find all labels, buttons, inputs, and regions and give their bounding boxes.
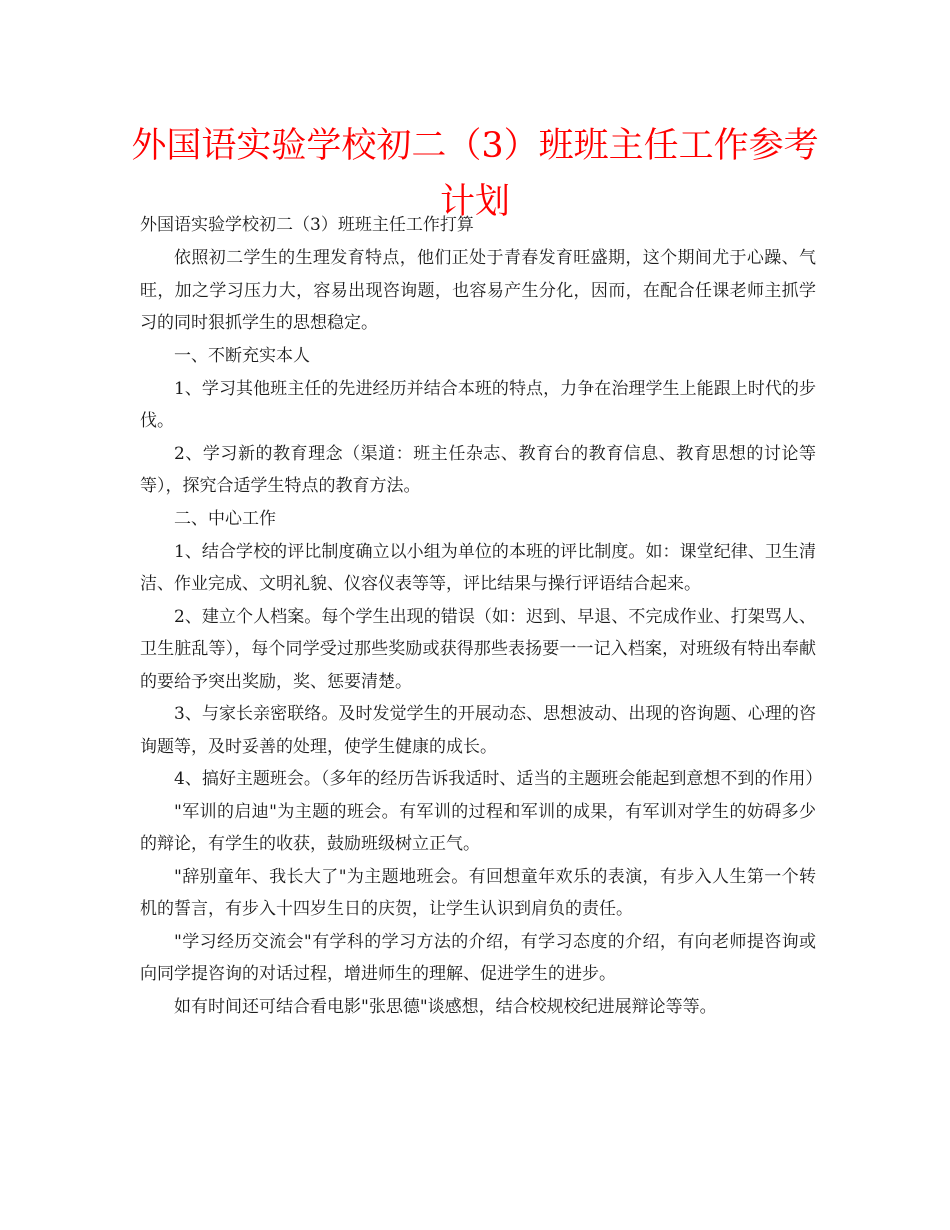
paragraph-1-1: 1、学习其他班主任的先进经历并结合本班的特点，力争在治理学生上能跟上时代的步伐。: [140, 378, 816, 431]
document-title: 外国语实验学校初二（3）班班主任工作参考计划: [131, 126, 819, 222]
document-body: [140, 212, 823, 1023]
paragraph-intro: 依照初二学生的生理发育特点，他们正处于青春发育旺盛期，这个期间尤于心躁、气旺，加之学习压力大，容易出现咨询题，也容易产生分化，因而，在配合任课老师主抓学习的同时狠抓学生的思想稳定。: [140, 248, 816, 333]
paragraph-class-meeting-3: "学习经历交流会"有学科的学习方法的介绍，有学习态度的介绍，有向老师提咨询或向同学提咨询的对话过程，增进师生的理解、促进学生的进步。: [140, 931, 816, 984]
section-heading-2: 二、中心工作: [174, 508, 276, 529]
paragraph-2-3: 3、与家长亲密联络。及时发觉学生的开展动态、思想波动、出现的咨询题、心理的咨询题等，及时妥善的处理，使学生健康的成长。: [140, 704, 816, 757]
paragraph-class-meeting-2: "辞别童年、我长大了"为主题地班会。有回想童年欢乐的表演，有步入人生第一个转机的誓言，有步入十四岁生日的庆贺，让学生认识到肩负的责任。: [140, 866, 816, 919]
paragraph-2-1: 1、结合学校的评比制度确立以小组为单位的本班的评比制度。如：课堂纪律、卫生清洁、作业完成、文明礼貌、仪容仪表等等，评比结果与操行评语结合起来。: [140, 541, 816, 594]
section-heading-1: 一、不断充实本人: [174, 345, 310, 366]
paragraph-class-meeting-1: "军训的启迪"为主题的班会。有军训的过程和军训的成果，有军训对学生的妨碍多少的辩论，有学生的收获，鼓励班级树立正气。: [140, 801, 816, 854]
document-subtitle: 外国语实验学校初二（3）班班主任工作打算: [140, 215, 474, 235]
paragraph-closing: 如有时间还可结合看电影"张思德"谈感想，结合校规校纪进展辩论等等。: [174, 996, 717, 1017]
paragraph-2-4: 4、搞好主题班会。（多年的经历告诉我适时、适当的主题班会能起到意想不到的作用）: [174, 769, 823, 789]
paragraph-2-2: 2、建立个人档案。每个学生出现的错误（如：迟到、早退、不完成作业、打架骂人、卫生脏乱等），每个同学受过那些奖励或获得那些表扬要一一记入档案，对班级有特出奉献的要给予突出奖励，奖、惩要清楚。: [140, 606, 816, 692]
paragraph-1-2: 2、学习新的教育理念（渠道：班主任杂志、教育台的教育信息、教育思想的讨论等等），探究合适学生特点的教育方法。: [140, 443, 816, 496]
